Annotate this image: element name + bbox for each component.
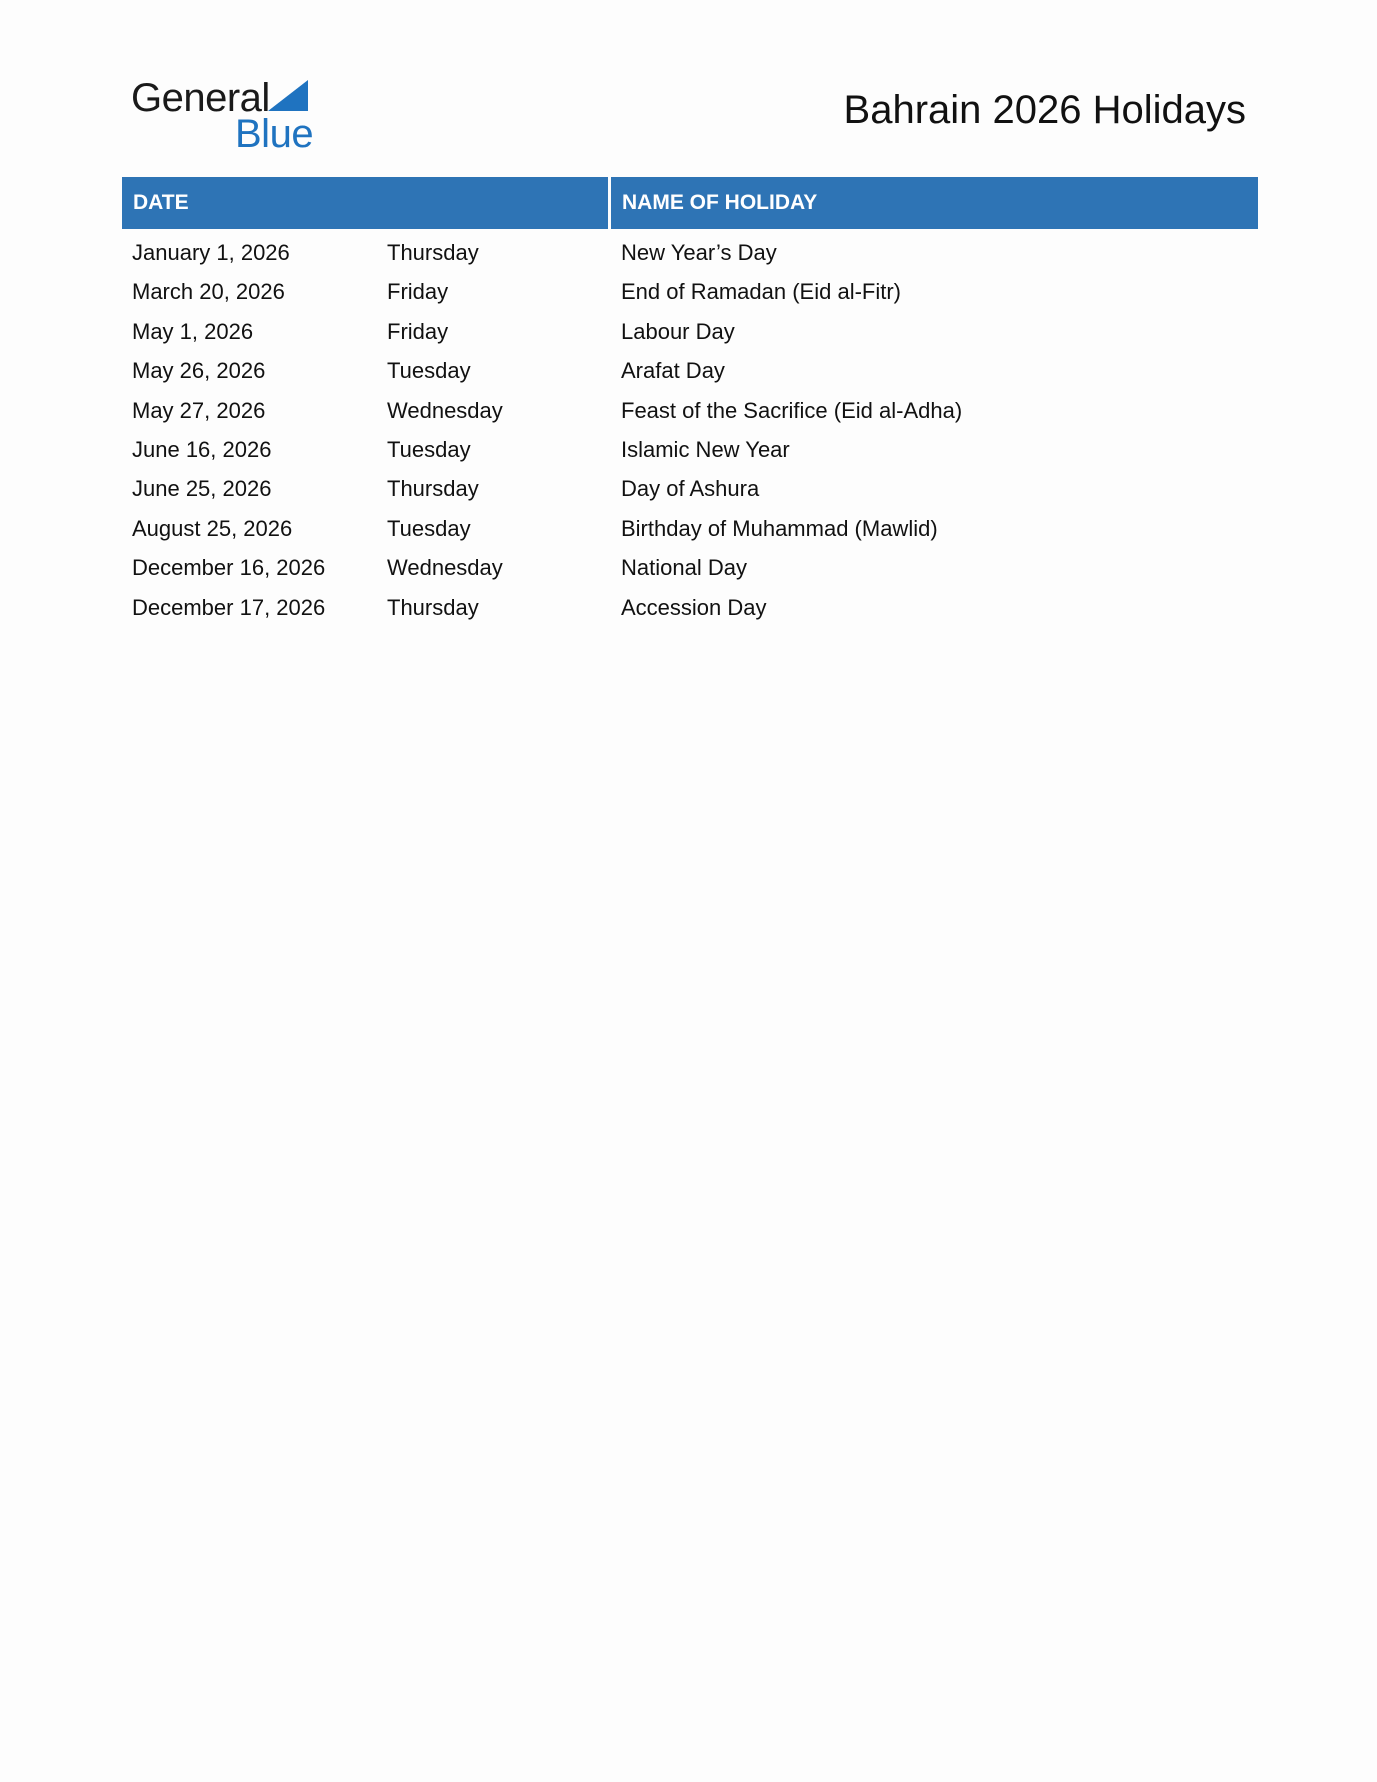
page-title: Bahrain 2026 Holidays [843, 88, 1246, 132]
holiday-name: New Year’s Day [621, 240, 777, 265]
holiday-date: January 1, 2026 [132, 240, 290, 265]
holiday-name: Islamic New Year [621, 436, 790, 462]
holiday-name: Accession Day [621, 594, 767, 620]
holiday-name: Day of Ashura [621, 476, 760, 502]
holiday-weekday: Wednesday [387, 397, 503, 423]
table-row [122, 391, 1258, 430]
table-row [122, 351, 1258, 390]
table-row [122, 233, 1258, 272]
table-row [122, 509, 1258, 548]
holiday-weekday: Friday [387, 318, 449, 344]
holiday-name: Feast of the Sacrifice (Eid al-Adha) [621, 397, 963, 423]
holiday-name: Birthday of Muhammad (Mawlid) [621, 515, 938, 541]
holiday-date: May 26, 2026 [132, 358, 266, 384]
holiday-date: March 20, 2026 [132, 279, 285, 305]
header-holiday-name: NAME OF HOLIDAY [611, 177, 1258, 229]
table-row [122, 272, 1258, 311]
table-row [122, 469, 1258, 508]
general-blue-logo [131, 76, 331, 156]
holiday-name: National Day [621, 555, 747, 581]
holiday-date: December 17, 2026 [132, 594, 326, 620]
holiday-weekday: Tuesday [387, 436, 471, 462]
table-header-row [122, 177, 1258, 229]
holiday-date: May 27, 2026 [132, 397, 266, 423]
logo-triangle-icon [268, 80, 308, 111]
holiday-weekday: Thursday [387, 240, 479, 265]
holiday-date: June 25, 2026 [132, 476, 272, 502]
holiday-weekday: Thursday [387, 476, 479, 502]
header-date: DATE [122, 177, 608, 229]
holiday-date: May 1, 2026 [132, 318, 254, 344]
logo-text-blue: Blue [235, 112, 314, 156]
holiday-name: Arafat Day [621, 358, 725, 384]
holiday-date: December 16, 2026 [132, 555, 326, 581]
holiday-weekday: Friday [387, 279, 449, 305]
table-body [122, 233, 1258, 627]
holiday-weekday: Thursday [387, 594, 479, 620]
table-row [122, 430, 1258, 469]
holiday-weekday: Wednesday [387, 555, 503, 581]
holiday-date: June 16, 2026 [132, 436, 272, 462]
holiday-name: End of Ramadan (Eid al-Fitr) [621, 279, 901, 305]
table-row [122, 548, 1258, 587]
holiday-table [122, 177, 1258, 623]
table-row [122, 312, 1258, 351]
holiday-weekday: Tuesday [387, 358, 471, 384]
holiday-weekday: Tuesday [387, 515, 471, 541]
holiday-name: Labour Day [621, 318, 735, 344]
holiday-date: August 25, 2026 [132, 515, 293, 541]
table-row [122, 588, 1258, 627]
logo-text-general: General [131, 76, 270, 120]
